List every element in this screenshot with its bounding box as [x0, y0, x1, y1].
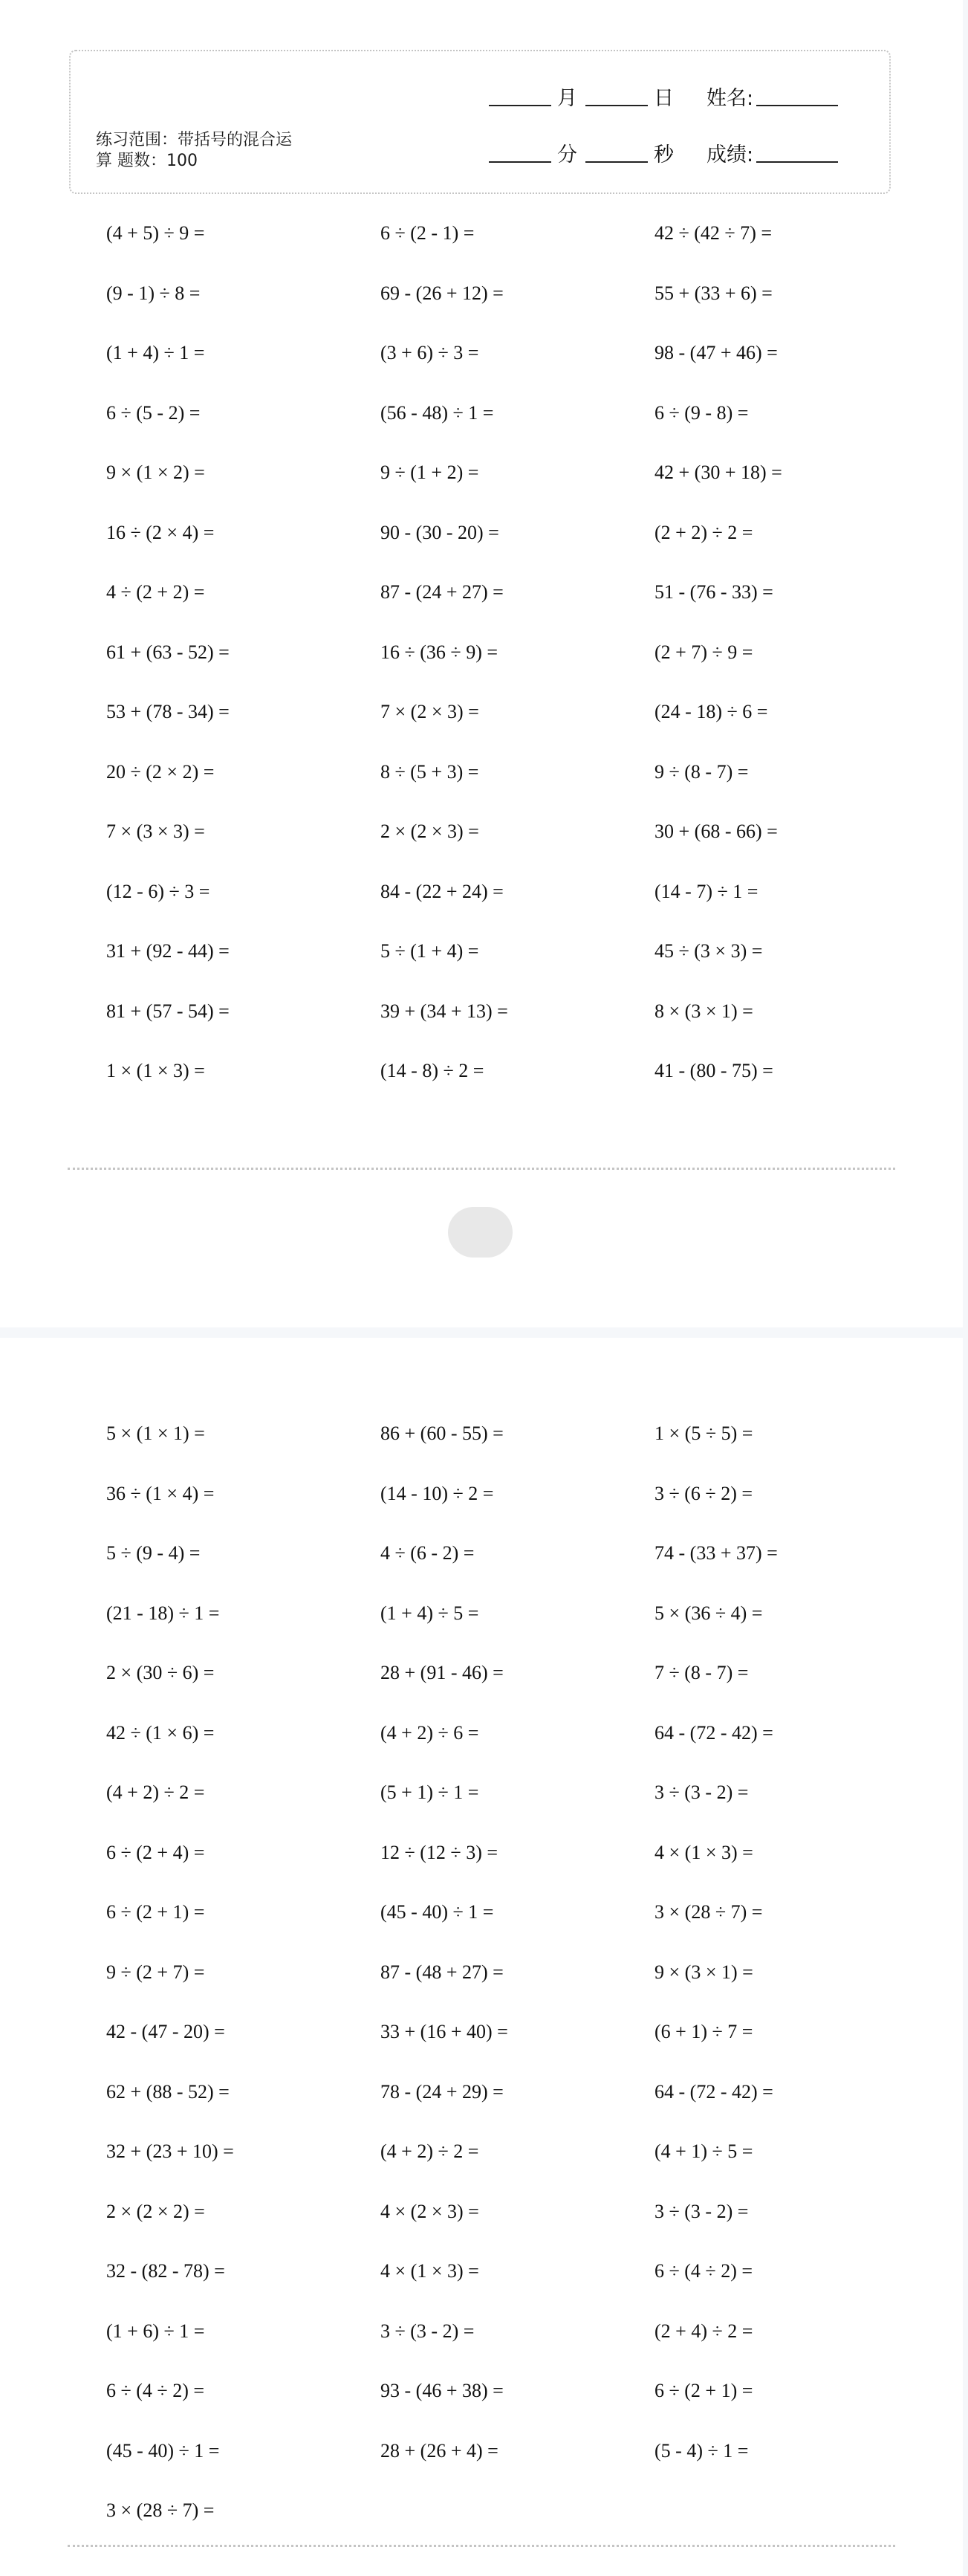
- math-problem: 81 + (57 - 54) =: [106, 1000, 230, 1022]
- math-problem: 42 ÷ (1 × 6) =: [106, 1721, 215, 1744]
- month-label: 月: [557, 87, 577, 110]
- math-problem: 12 ÷ (12 ÷ 3) =: [380, 1841, 498, 1863]
- date-name-row: [489, 82, 844, 111]
- problem-row: [106, 1900, 931, 1929]
- math-problem: 42 - (47 - 20) =: [106, 2021, 225, 2042]
- math-problem: (1 + 4) ÷ 1 =: [106, 342, 205, 363]
- math-problem: (45 - 40) ÷ 1 =: [106, 2439, 220, 2462]
- math-problem: 8 × (3 × 1) =: [654, 1000, 753, 1022]
- math-problem: 20 ÷ (2 × 2) =: [106, 760, 215, 783]
- second-label: 秒: [654, 143, 674, 166]
- math-problem: 55 + (33 + 6) =: [654, 282, 773, 304]
- score-label: 成绩:: [706, 143, 754, 166]
- math-problem: (14 - 10) ÷ 2 =: [380, 1482, 494, 1504]
- math-problem: 4 ÷ (6 - 2) =: [380, 1542, 475, 1564]
- math-problem: 2 × (30 ÷ 6) =: [106, 1662, 215, 1683]
- worksheet-header: [69, 50, 891, 194]
- math-problem: 5 ÷ (1 + 4) =: [380, 940, 479, 962]
- math-problem: (5 + 1) ÷ 1 =: [380, 1781, 479, 1803]
- problem-row: [106, 1960, 931, 1990]
- math-problem: (2 + 2) ÷ 2 =: [654, 521, 753, 543]
- math-problem: 6 ÷ (2 - 1) =: [380, 222, 475, 244]
- minute-blank[interactable]: [489, 161, 551, 163]
- math-problem: (1 + 6) ÷ 1 =: [106, 2320, 205, 2342]
- math-problem: 5 × (1 × 1) =: [106, 1423, 205, 1444]
- math-problem: (12 - 6) ÷ 3 =: [106, 880, 210, 902]
- math-problem: 4 × (1 × 3) =: [654, 1841, 753, 1863]
- math-problem: 9 ÷ (1 + 2) =: [380, 462, 479, 483]
- math-problem: 64 - (72 - 42) =: [654, 1721, 773, 1744]
- math-problem: 5 × (36 ÷ 4) =: [654, 1602, 763, 1624]
- problem-row: [106, 2498, 931, 2528]
- math-problem: 90 - (30 - 20) =: [380, 521, 499, 543]
- problem-row: [106, 2199, 931, 2229]
- math-problem: 74 - (33 + 37) =: [654, 1542, 778, 1564]
- score-blank[interactable]: [756, 161, 838, 163]
- problem-row: [106, 1660, 931, 1690]
- name-blank[interactable]: [756, 105, 838, 106]
- problem-row: [106, 2259, 931, 2288]
- math-problem: 2 × (2 × 2) =: [106, 2200, 205, 2222]
- problem-row: [106, 2378, 931, 2408]
- math-problem: 31 + (92 - 44) =: [106, 940, 230, 962]
- math-problem: (4 + 2) ÷ 6 =: [380, 1721, 479, 1744]
- problem-row: [106, 1058, 931, 1088]
- math-problem: 61 + (63 - 52) =: [106, 641, 230, 663]
- problem-row: [106, 879, 931, 909]
- math-problem: (56 - 48) ÷ 1 =: [380, 401, 494, 424]
- worksheet-page-2: [0, 1338, 963, 2576]
- math-problem: (24 - 18) ÷ 6 =: [654, 701, 768, 722]
- math-problem: (45 - 40) ÷ 1 =: [380, 1901, 494, 1923]
- math-problem: 84 - (22 + 24) =: [380, 880, 504, 902]
- math-problem: 62 + (88 - 52) =: [106, 2080, 230, 2103]
- math-problem: 1 × (5 ÷ 5) =: [654, 1423, 753, 1444]
- problem-row: [106, 2019, 931, 2049]
- math-problem: (1 + 4) ÷ 5 =: [380, 1602, 479, 1624]
- math-problem: 7 × (2 × 3) =: [380, 701, 479, 722]
- math-problem: (4 + 5) ÷ 9 =: [106, 222, 205, 244]
- math-problem: 51 - (76 - 33) =: [654, 581, 773, 603]
- problem-row: [106, 2080, 931, 2109]
- math-problem: 16 ÷ (36 ÷ 9) =: [380, 641, 498, 663]
- problem-row: [106, 221, 931, 250]
- math-problem: 98 - (47 + 46) =: [654, 342, 778, 363]
- math-problem: (4 + 2) ÷ 2 =: [106, 1781, 205, 1803]
- math-problem: 6 ÷ (2 + 1) =: [654, 2380, 753, 2401]
- second-blank[interactable]: [585, 161, 648, 163]
- question-count-text: 算 题数：100: [96, 152, 198, 170]
- math-problem: 4 × (2 × 3) =: [380, 2200, 479, 2222]
- problem-row: [106, 640, 931, 670]
- math-problem: 6 ÷ (2 + 4) =: [106, 1841, 205, 1863]
- math-problem: 33 + (16 + 40) =: [380, 2021, 508, 2042]
- math-problem: 28 + (26 + 4) =: [380, 2439, 498, 2462]
- math-problem: (3 + 6) ÷ 3 =: [380, 342, 479, 363]
- math-problem: 3 × (28 ÷ 7) =: [106, 2499, 215, 2521]
- time-score-row: [489, 138, 844, 167]
- math-problem: 39 + (34 + 13) =: [380, 1000, 508, 1022]
- math-problem: 53 + (78 - 34) =: [106, 701, 230, 722]
- math-problem: 6 ÷ (4 ÷ 2) =: [106, 2380, 205, 2401]
- math-problem: 6 ÷ (5 - 2) =: [106, 401, 201, 424]
- day-label: 日: [654, 87, 674, 110]
- problem-row: [106, 760, 931, 789]
- math-problem: 3 ÷ (3 - 2) =: [654, 2200, 749, 2222]
- math-problem: 9 × (1 × 2) =: [106, 462, 205, 483]
- math-problem: 16 ÷ (2 × 4) =: [106, 521, 215, 543]
- math-problem: 4 ÷ (2 + 2) =: [106, 581, 205, 603]
- problem-row: [106, 1541, 931, 1570]
- math-problem: 4 × (1 × 3) =: [380, 2260, 479, 2282]
- problem-row: [106, 1840, 931, 1870]
- problem-row: [106, 1601, 931, 1631]
- problem-row: [106, 2139, 931, 2169]
- problem-row: [106, 281, 931, 311]
- math-problem: (14 - 7) ÷ 1 =: [654, 880, 759, 902]
- math-problem: 9 ÷ (2 + 7) =: [106, 1961, 205, 1983]
- math-problem: (2 + 4) ÷ 2 =: [654, 2320, 753, 2342]
- math-problem: 32 - (82 - 78) =: [106, 2260, 225, 2282]
- practice-scope: [96, 130, 348, 172]
- problem-row: [106, 2319, 931, 2349]
- math-problem: 93 - (46 + 38) =: [380, 2380, 504, 2401]
- problem-row: [106, 939, 931, 968]
- math-problem: (2 + 7) ÷ 9 =: [654, 641, 753, 663]
- problem-row: [106, 1721, 931, 1750]
- math-problem: 3 ÷ (3 - 2) =: [380, 2320, 475, 2342]
- math-problem: 69 - (26 + 12) =: [380, 282, 504, 304]
- math-problem: 42 + (30 + 18) =: [654, 462, 782, 483]
- math-problem: 87 - (24 + 27) =: [380, 581, 504, 603]
- math-problem: 28 + (91 - 46) =: [380, 1662, 504, 1683]
- math-problem: 8 ÷ (5 + 3) =: [380, 760, 479, 783]
- math-problem: 3 ÷ (6 ÷ 2) =: [654, 1482, 753, 1504]
- math-problem: 87 - (48 + 27) =: [380, 1961, 504, 1983]
- problem-row: [106, 2439, 931, 2468]
- math-problem: 86 + (60 - 55) =: [380, 1423, 504, 1444]
- problem-row: [106, 340, 931, 370]
- math-problem: 64 - (72 - 42) =: [654, 2080, 773, 2103]
- minute-label: 分: [557, 143, 577, 166]
- day-blank[interactable]: [585, 105, 648, 106]
- page-divider: [68, 2545, 895, 2547]
- problem-row: [106, 580, 931, 609]
- month-blank[interactable]: [489, 105, 551, 106]
- math-problem: (14 - 8) ÷ 2 =: [380, 1060, 484, 1081]
- problem-row: [106, 520, 931, 550]
- problem-row: [106, 460, 931, 490]
- problem-row: [106, 1481, 931, 1511]
- math-problem: 41 - (80 - 75) =: [654, 1060, 773, 1081]
- math-problem: 2 × (2 × 3) =: [380, 821, 479, 842]
- math-problem: 6 ÷ (4 ÷ 2) =: [654, 2260, 753, 2282]
- math-problem: 32 + (23 + 10) =: [106, 2140, 234, 2162]
- math-problem: 6 ÷ (2 + 1) =: [106, 1901, 205, 1923]
- page-divider: [68, 1168, 895, 1170]
- math-problem: 42 ÷ (42 ÷ 7) =: [654, 222, 773, 244]
- math-problem: (21 - 18) ÷ 1 =: [106, 1602, 220, 1624]
- math-problem: 9 × (3 × 1) =: [654, 1961, 753, 1983]
- math-problem: 6 ÷ (9 - 8) =: [654, 401, 749, 424]
- problem-row: [106, 999, 931, 1029]
- math-problem: 45 ÷ (3 × 3) =: [654, 940, 763, 962]
- problem-row: [106, 401, 931, 430]
- math-problem: (5 - 4) ÷ 1 =: [654, 2439, 749, 2462]
- name-label: 姓名:: [706, 87, 754, 110]
- math-problem: 9 ÷ (8 - 7) =: [654, 760, 749, 783]
- math-problem: (9 - 1) ÷ 8 =: [106, 282, 201, 304]
- practice-scope-text: 练习范围：带括号的混合运: [96, 131, 293, 149]
- math-problem: (6 + 1) ÷ 7 =: [654, 2021, 753, 2042]
- problem-row: [106, 699, 931, 729]
- math-problem: 78 - (24 + 29) =: [380, 2080, 504, 2103]
- problem-row: [106, 819, 931, 849]
- math-problem: 36 ÷ (1 × 4) =: [106, 1482, 215, 1504]
- problem-row: [106, 1421, 931, 1451]
- math-problem: 7 ÷ (8 - 7) =: [654, 1662, 749, 1683]
- math-problem: 30 + (68 - 66) =: [654, 821, 778, 842]
- math-problem: (4 + 1) ÷ 5 =: [654, 2140, 753, 2162]
- page-indicator-pill: [448, 1207, 513, 1258]
- math-problem: 1 × (1 × 3) =: [106, 1060, 205, 1081]
- math-problem: 5 ÷ (9 - 4) =: [106, 1542, 201, 1564]
- math-problem: (4 + 2) ÷ 2 =: [380, 2140, 479, 2162]
- math-problem: 3 × (28 ÷ 7) =: [654, 1901, 763, 1923]
- problem-row: [106, 1780, 931, 1810]
- math-problem: 7 × (3 × 3) =: [106, 821, 205, 842]
- math-problem: 3 ÷ (3 - 2) =: [654, 1781, 749, 1803]
